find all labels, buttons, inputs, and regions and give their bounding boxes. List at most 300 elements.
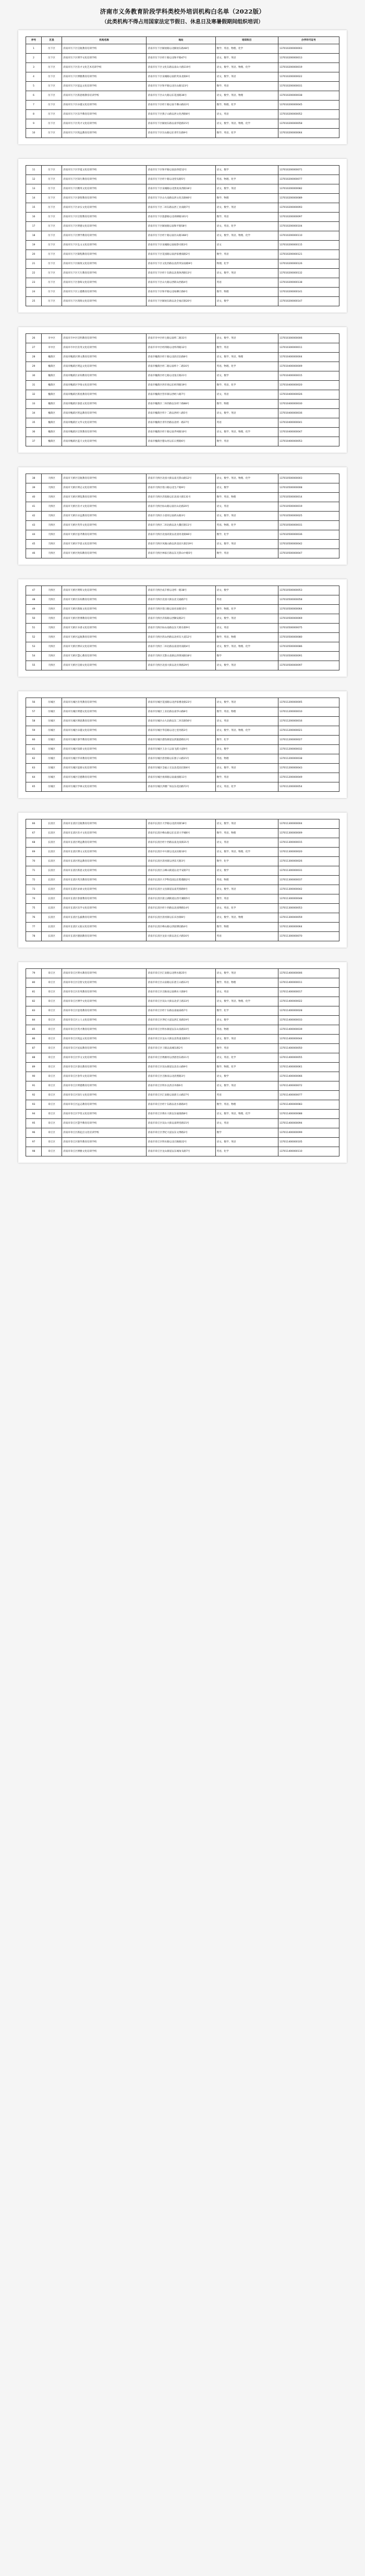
institution-name: 济南市章丘区远志教育培训学校	[62, 1100, 147, 1110]
row-index: 75	[26, 904, 42, 913]
license-number: 137011400000110	[278, 1147, 339, 1156]
table-row	[26, 913, 339, 923]
row-index: 89	[26, 1063, 42, 1072]
address: 济南市长清区龙泉大街以北长兴路16号	[147, 932, 215, 941]
subjects: 语文、数学	[215, 297, 278, 306]
table-row	[26, 717, 339, 726]
subjects: 语文、数学、英语、物理、化学	[215, 119, 278, 129]
address: 济南市历下区和平路以北甸柳庄路6号	[147, 288, 215, 297]
row-index: 36	[26, 428, 42, 437]
subjects: 语文、数学	[215, 1016, 278, 1025]
row-index: 85	[26, 1025, 42, 1035]
license-number: 137010200000104	[278, 222, 339, 231]
subjects: 语文、英语	[215, 717, 278, 726]
address: 济南市历城区唐冶路以东围子山路15号	[147, 754, 215, 764]
table-row	[26, 1025, 339, 1035]
district: 天桥区	[42, 633, 62, 642]
row-index: 6	[26, 91, 42, 101]
institution-name: 济南市章丘区明德教育培训学校	[62, 1081, 147, 1091]
district: 长清区	[42, 913, 62, 923]
license-number: 137010200000089	[278, 194, 339, 203]
license-number: 137010300000006	[278, 334, 339, 343]
address: 济南市历下区解放东路以北全福庄路20号	[147, 297, 215, 306]
subjects: 语文、数学、英语	[215, 269, 278, 278]
address: 济南市历下区历山路以东青年东路9号	[147, 129, 215, 138]
row-index: 41	[26, 502, 42, 512]
license-number: 137010400000041	[278, 418, 339, 428]
institution-name: 济南市历城区卓越文化培训学校	[62, 726, 147, 736]
address: 济南市长清区经十西路以北园博路14号	[147, 904, 215, 913]
district: 长清区	[42, 819, 62, 829]
district: 历城区	[42, 754, 62, 764]
institution-name: 济南市长清区求索文化培训学校	[62, 885, 147, 894]
subjects: 数学、物理、化学	[215, 101, 278, 110]
district: 历城区	[42, 707, 62, 717]
subjects: 数学、英语	[215, 82, 278, 91]
address: 济南市历城区工业北路以南华山路8号	[147, 707, 215, 717]
institution-name: 济南市章丘区睿达教育培训学校	[62, 1063, 147, 1072]
subjects: 语文、数学、英语	[215, 512, 278, 521]
table-row	[26, 82, 339, 91]
subjects: 数学、物理、化学	[215, 1063, 278, 1072]
table-row	[26, 91, 339, 101]
address: 济南市天桥区二环北路以南清河南路4号	[147, 642, 215, 652]
district: 历下区	[42, 129, 62, 138]
district: 章丘区	[42, 1147, 62, 1156]
address: 济南市章丘区双山大街以南明堂路15号	[147, 1119, 215, 1128]
district: 天桥区	[42, 521, 62, 530]
license-number: 137011400000044	[278, 1035, 339, 1044]
table-row	[26, 231, 339, 241]
license-number: 137010500000014	[278, 493, 339, 502]
district: 天桥区	[42, 493, 62, 502]
subjects: 语文、英语	[215, 988, 278, 997]
table-row	[26, 203, 339, 213]
institution-name: 济南市历城区育英教育培训学校	[62, 698, 147, 707]
district: 槐荫区	[42, 437, 62, 446]
subjects: 语文、数学、英语、物理、化学	[215, 997, 278, 1006]
table-row	[26, 418, 339, 428]
address: 济南市槐荫区经二路以南纬十二路16号	[147, 362, 215, 371]
row-index: 80	[26, 978, 42, 988]
subjects: 语文、数学、英语、物理、化学	[215, 231, 278, 241]
row-index: 93	[26, 1100, 42, 1110]
institution-name: 济南市天桥区智博教育培训学校	[62, 614, 147, 624]
district: 章丘区	[42, 1063, 62, 1072]
table-row	[26, 819, 339, 829]
subjects: 语文、数学	[215, 166, 278, 175]
institution-name: 济南市历下区知行教育培训学校	[62, 175, 147, 184]
address: 济南市章丘区双山街道以北东山路9号	[147, 1063, 215, 1072]
license-number: 137011400000050	[278, 1044, 339, 1053]
row-index: 23	[26, 278, 42, 288]
table-row	[26, 343, 339, 353]
table-row	[26, 764, 339, 773]
column-header: 培训科目	[215, 37, 278, 44]
table-row	[26, 923, 339, 932]
subjects: 数学、化学	[215, 530, 278, 540]
institution-name: 济南市章丘区学优文化培训学校	[62, 1110, 147, 1119]
subjects: 语文、英语	[215, 110, 278, 119]
document-header	[0, 0, 365, 28]
subjects: 语文、数学、英语、物理、化学	[215, 428, 278, 437]
table-row	[26, 540, 339, 549]
district: 长清区	[42, 866, 62, 876]
license-number: 137010500000008	[278, 483, 339, 493]
address: 济南市天桥区堤口路以北生产路9号	[147, 483, 215, 493]
district: 槐荫区	[42, 400, 62, 409]
license-number: 137010500000075	[278, 624, 339, 633]
row-index: 69	[26, 848, 42, 857]
institution-name: 济南市天桥区学思文化培训学校	[62, 540, 147, 549]
license-number: 137010200000077	[278, 175, 339, 184]
subjects: 语文、数学、英语	[215, 540, 278, 549]
license-number: 137011200000043	[278, 764, 339, 773]
license-number: 137011400000094	[278, 1119, 339, 1128]
district: 历城区	[42, 773, 62, 782]
district: 历下区	[42, 269, 62, 278]
row-index: 72	[26, 876, 42, 885]
district: 槐荫区	[42, 390, 62, 400]
table-row	[26, 642, 339, 652]
subjects: 语文、数学、英语、物理、化学	[215, 474, 278, 483]
institution-name: 济南市章丘区华文文化培训学校	[62, 1053, 147, 1063]
address: 济南市章丘区龙山街道以东城角头路7号	[147, 1147, 215, 1156]
subjects: 语文、数学	[215, 745, 278, 754]
table-row	[26, 1147, 339, 1156]
license-number: 137010200000003	[278, 44, 339, 54]
row-index: 50	[26, 614, 42, 624]
roster-table	[26, 165, 339, 306]
district: 章丘区	[42, 1110, 62, 1119]
table-row	[26, 1110, 339, 1119]
license-number: 137010200000097	[278, 213, 339, 222]
subjects: 语文、英语	[215, 838, 278, 848]
institution-name: 济南市长清区弘毅教育培训学校	[62, 913, 147, 923]
address: 济南市历下区山大南路以西文化东路66号	[147, 194, 215, 203]
district: 章丘区	[42, 969, 62, 978]
row-index: 9	[26, 119, 42, 129]
license-number: 137011200000054	[278, 782, 339, 792]
subjects: 语文、数学	[215, 371, 278, 381]
subjects: 数学、英语	[215, 250, 278, 259]
address: 济南市章丘区明水以西圣井路6号	[147, 1081, 215, 1091]
row-index: 97	[26, 1138, 42, 1147]
license-number: 137011400000088	[278, 1110, 339, 1119]
license-number: 137010500000025	[278, 512, 339, 521]
license-number: 137010200000045	[278, 101, 339, 110]
address: 济南市槐荫区经十路以南齐州路10号	[147, 428, 215, 437]
district: 历下区	[42, 101, 62, 110]
institution-name: 济南市市中区育英文化培训学校	[62, 343, 147, 353]
license-number: 137011200000032	[278, 745, 339, 754]
table-row	[26, 997, 339, 1006]
table-row	[26, 586, 339, 595]
license-number: 137010200000141	[278, 288, 339, 297]
row-index: 81	[26, 988, 42, 997]
table-row	[26, 866, 339, 876]
subjects: 语文、数学、英语	[215, 184, 278, 194]
table-row	[26, 129, 339, 138]
table-row	[26, 297, 339, 306]
row-index: 63	[26, 764, 42, 773]
row-index: 43	[26, 521, 42, 530]
subjects: 语文、数学、英语、物理	[215, 91, 278, 101]
table-row	[26, 661, 339, 670]
subjects: 语文、数学、英语	[215, 1138, 278, 1147]
address: 济南市历城区港沟街道以西旅游路12号	[147, 736, 215, 745]
table-row	[26, 530, 339, 540]
address: 济南市历下区经十东路以北奥体西路13号	[147, 269, 215, 278]
institution-name: 济南市天桥区启航教育培训学校	[62, 474, 147, 483]
institution-name: 济南市历城区华章教育培训学校	[62, 754, 147, 764]
row-index: 4	[26, 72, 42, 82]
district: 天桥区	[42, 624, 62, 633]
table-row	[26, 250, 339, 259]
district: 槐荫区	[42, 418, 62, 428]
district: 章丘区	[42, 997, 62, 1006]
district: 历下区	[42, 259, 62, 269]
district: 历下区	[42, 222, 62, 231]
license-number: 137011300000037	[278, 876, 339, 885]
row-index: 27	[26, 343, 42, 353]
institution-name: 济南市槐荫区学海文化培训学校	[62, 381, 147, 390]
district: 历下区	[42, 241, 62, 250]
institution-name: 济南市章丘区锦华教育培训学校	[62, 1138, 147, 1147]
table-row	[26, 876, 339, 885]
subjects: 英语	[215, 932, 278, 941]
row-index: 65	[26, 782, 42, 792]
row-index: 29	[26, 362, 42, 371]
district: 天桥区	[42, 661, 62, 670]
district: 历城区	[42, 745, 62, 754]
address: 济南市历下区经十路以北窑头路5号	[147, 175, 215, 184]
table-row	[26, 726, 339, 736]
row-index: 13	[26, 184, 42, 194]
institution-name: 济南市章丘区慧学教育培训学校	[62, 1119, 147, 1128]
table-row	[26, 624, 339, 633]
address: 济南市槐荫区西市场以东经四路19号	[147, 381, 215, 390]
district: 历下区	[42, 250, 62, 259]
institution-name: 济南市长清区英杰教育培训学校	[62, 876, 147, 885]
institution-name: 济南市天桥区博识文化培训学校	[62, 642, 147, 652]
subjects: 物理、化学	[215, 259, 278, 269]
district: 章丘区	[42, 1072, 62, 1081]
address: 济南市历下区和平路以南县西巷12号	[147, 166, 215, 175]
license-number: 137010200000132	[278, 269, 339, 278]
table-row	[26, 474, 339, 483]
district: 长清区	[42, 923, 62, 932]
table-row	[26, 1063, 339, 1072]
roster-table	[26, 586, 339, 670]
row-index: 18	[26, 231, 42, 241]
license-number: 137010500000036	[278, 530, 339, 540]
subjects: 英语、化学	[215, 1147, 278, 1156]
column-header: 区县	[42, 37, 62, 44]
table-row	[26, 1035, 339, 1044]
row-index: 25	[26, 297, 42, 306]
institution-name: 济南市槐荫区文华文化培训学校	[62, 418, 147, 428]
license-number: 137010500000097	[278, 661, 339, 670]
table-row	[26, 838, 339, 848]
license-number: 137010200000093	[278, 203, 339, 213]
document-page	[18, 813, 347, 948]
district: 章丘区	[42, 978, 62, 988]
district: 槐荫区	[42, 409, 62, 418]
address: 济南市长清区大学路以北清河街18号	[147, 819, 215, 829]
table-row	[26, 1006, 339, 1016]
subjects: 数学、物理	[215, 923, 278, 932]
address: 济南市章丘区绣源河以西唐冶东路11号	[147, 1053, 215, 1063]
institution-name: 济南市历城区知新文化培训学校	[62, 745, 147, 754]
document-page	[18, 327, 347, 453]
address: 济南市槐荫区腊山河以东日照路6号	[147, 437, 215, 446]
district: 长清区	[42, 932, 62, 941]
subjects: 数学、英语	[215, 894, 278, 904]
institution-name: 济南市天桥区远航教育培训学校	[62, 633, 147, 642]
row-index: 47	[26, 586, 42, 595]
address: 济南市长清区经十西路以南龙泉街21号	[147, 838, 215, 848]
table-row	[26, 595, 339, 605]
license-number: 137011400000072	[278, 1081, 339, 1091]
row-index: 32	[26, 390, 42, 400]
address: 济南市槐荫区青年西路以北经一路27号	[147, 418, 215, 428]
license-number: 137010500000064	[278, 605, 339, 614]
subjects: 语文、英语	[215, 1119, 278, 1128]
institution-name: 济南市历城区博思教育培训学校	[62, 717, 147, 726]
institution-name: 济南市历下区英才文化培训学校	[62, 119, 147, 129]
subjects: 数学、英语	[215, 1044, 278, 1053]
institution-name: 济南市历下区博雅教育培训学校	[62, 72, 147, 82]
row-index: 58	[26, 717, 42, 726]
table-row	[26, 184, 339, 194]
address: 济南市长清区文昌街道以南芙蓉路9号	[147, 885, 215, 894]
license-number: 137010500000047	[278, 549, 339, 558]
institution-name: 济南市历下区睿智教育培训学校	[62, 194, 147, 203]
subjects: 语文、英语、化学	[215, 904, 278, 913]
district: 历下区	[42, 110, 62, 119]
row-index: 67	[26, 829, 42, 838]
district: 天桥区	[42, 474, 62, 483]
institution-name: 济南市章丘区新起点文化培训学校	[62, 1128, 147, 1138]
institution-name: 济南市天桥区乐知教育培训学校	[62, 595, 147, 605]
table-row	[26, 736, 339, 745]
row-index: 57	[26, 707, 42, 717]
row-index: 94	[26, 1110, 42, 1119]
license-number: 137010200000064	[278, 129, 339, 138]
row-index: 73	[26, 885, 42, 894]
subjects: 英语	[215, 278, 278, 288]
institution-name: 济南市历下区立德教育培训学校	[62, 288, 147, 297]
address: 济南市天桥区林家庄路以东无影山中路5号	[147, 549, 215, 558]
institution-name: 济南市历下区明德文化培训学校	[62, 222, 147, 231]
row-index: 91	[26, 1081, 42, 1091]
district: 槐荫区	[42, 371, 62, 381]
address: 济南市长清区峰山路以东长清大学城6号	[147, 829, 215, 838]
row-index: 19	[26, 241, 42, 250]
institution-name: 济南市长清区启航教育培训学校	[62, 819, 147, 829]
table-row	[26, 241, 339, 250]
license-number: 137011300000020	[278, 848, 339, 857]
address: 济南市历下区花园路以南洪家楼南路2号	[147, 250, 215, 259]
address: 济南市历下区解放路以北解放东路48号	[147, 44, 215, 54]
table-row	[26, 885, 339, 894]
row-index: 52	[26, 633, 42, 642]
subjects: 语文、数学、英语	[215, 885, 278, 894]
district: 历下区	[42, 278, 62, 288]
row-index: 39	[26, 483, 42, 493]
institution-name: 济南市章丘区育英教育培训学校	[62, 988, 147, 997]
institution-name: 济南市长清区明远教育培训学校	[62, 838, 147, 848]
license-number: 137011400000022	[278, 997, 339, 1006]
roster-table	[26, 333, 339, 446]
row-index: 59	[26, 726, 42, 736]
table-row	[26, 259, 339, 269]
license-number: 137010200000071	[278, 166, 339, 175]
row-index: 71	[26, 866, 42, 876]
institution-name: 济南市长清区德润教育培训学校	[62, 932, 147, 941]
subjects: 英语	[215, 595, 278, 605]
document-page	[18, 579, 347, 677]
row-index: 48	[26, 595, 42, 605]
institution-name: 济南市天桥区博览教育培训学校	[62, 493, 147, 502]
table-row	[26, 512, 339, 521]
institution-name: 济南市章丘区立人文化培训学校	[62, 1016, 147, 1025]
institution-name: 济南市历城区学林文化培训学校	[62, 782, 147, 792]
institution-name: 济南市天桥区致知教育培训学校	[62, 549, 147, 558]
table-row	[26, 72, 339, 82]
subjects: 英语、物理	[215, 754, 278, 764]
subjects: 数学、英语、化学	[215, 381, 278, 390]
pages-container	[0, 30, 365, 1163]
district: 天桥区	[42, 512, 62, 521]
license-number: 137011300000053	[278, 904, 339, 913]
license-number: 137010200000058	[278, 119, 339, 129]
institution-name: 济南市天桥区明志文化培训学校	[62, 483, 147, 493]
subjects: 英语	[215, 1091, 278, 1100]
row-index: 21	[26, 259, 42, 269]
institution-name: 济南市历下区天行教育培训学校	[62, 269, 147, 278]
district: 历下区	[42, 231, 62, 241]
address: 济南市槐荫区二环西路以东经十路88号	[147, 400, 215, 409]
table-row	[26, 1053, 339, 1063]
subjects: 数学、英语	[215, 549, 278, 558]
subjects: 数学、英语	[215, 343, 278, 353]
subjects: 语文、英语	[215, 624, 278, 633]
subjects: 英语、物理	[215, 1025, 278, 1035]
district: 章丘区	[42, 1119, 62, 1128]
subjects: 语文、英语、化学	[215, 222, 278, 231]
license-number: 137010200000126	[278, 259, 339, 269]
address: 济南市章丘区龙山大街以北铁道北路5号	[147, 1035, 215, 1044]
row-index: 96	[26, 1128, 42, 1138]
table-row	[26, 288, 339, 297]
district: 历下区	[42, 72, 62, 82]
license-number: 137010400000015	[278, 371, 339, 381]
address: 济南市历下区泉城路以北黑虎泉西路18号	[147, 184, 215, 194]
address: 济南市章丘区汇泉路以北明水路25号	[147, 969, 215, 978]
district: 市中区	[42, 334, 62, 343]
address: 济南市历下区山大路以东花园路36号	[147, 91, 215, 101]
row-index: 1	[26, 44, 42, 54]
address: 济南市槐荫区经七路以北张庄路21号	[147, 371, 215, 381]
license-number: 137011400000061	[278, 1063, 339, 1072]
table-row	[26, 353, 339, 362]
license-number: 137010200000147	[278, 297, 339, 306]
subjects: 语文、数学、英语	[215, 409, 278, 418]
table-row	[26, 829, 339, 838]
row-index: 11	[26, 166, 42, 175]
